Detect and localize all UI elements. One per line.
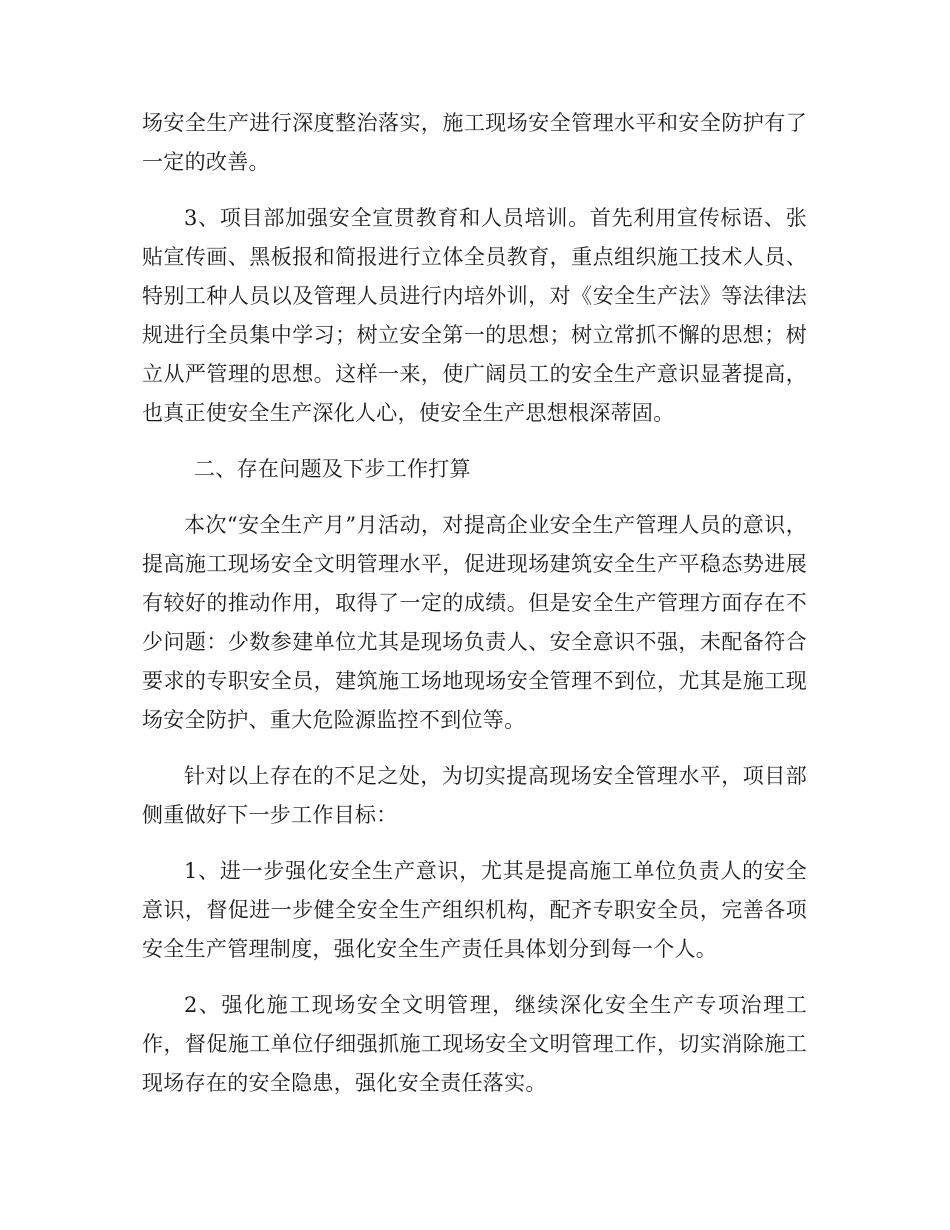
paragraph-summary: 本次“安全生产月”月活动，对提高企业安全生产管理人员的意识，提高施工现场安全文明管理水平，促进现场建筑安全生产平稳态势进展有较好的推动作用，取得了一定的成绩。但是安全生产管理方面存在不少问题：少数参建单位尤其是现场负责人、安全意识不强，未配备符合要求的专职安全员，建筑施工场地现场安全管理不到位，尤其是施工现场安全防护、重大危险源监控不到位等。 xyxy=(142,513,807,732)
paragraph-targets-intro: 针对以上存在的不足之处，为切实提高现场安全管理水平，项目部侧重做好下一步工作目标： xyxy=(142,764,807,827)
document-body xyxy=(142,104,807,1120)
section-heading: 二、存在问题及下步工作打算 xyxy=(194,457,471,481)
paragraph-continued: 场安全生产进行深度整治落实，施工现场安全管理水平和安全防护有了一定的改善。 xyxy=(142,111,807,174)
paragraph-target-1: 1、进一步强化安全生产意识，尤其是提高施工单位负责人的安全意识，督促进一步健全安全生产组织机构，配齐专职安全员，完善各项安全生产管理制度，强化安全生产责任具体划分到每一个人。 xyxy=(142,859,807,961)
paragraph-target-2: 2、强化施工现场安全文明管理，继续深化安全生产专项治理工作，督促施工单位仔细强抓施工现场安全文明管理工作，切实消除施工现场存在的安全隐患，强化安全责任落实。 xyxy=(142,993,807,1095)
paragraph-item-3: 3、项目部加强安全宣贯教育和人员培训。首先利用宣传标语、张贴宣传画、黑板报和简报进行立体全员教育，重点组织施工技术人员、特别工种人员以及管理人员进行内培外训，对《安全生产法》等法律法规进行全员集中学习；树立安全第一的思想；树立常抓不懈的思想；树立从严管理的思想。这样一来，使广阔员工的安全生产意识显著提高，也真正使安全生产深化人心，使安全生产思想根深蒂固。 xyxy=(142,206,807,425)
